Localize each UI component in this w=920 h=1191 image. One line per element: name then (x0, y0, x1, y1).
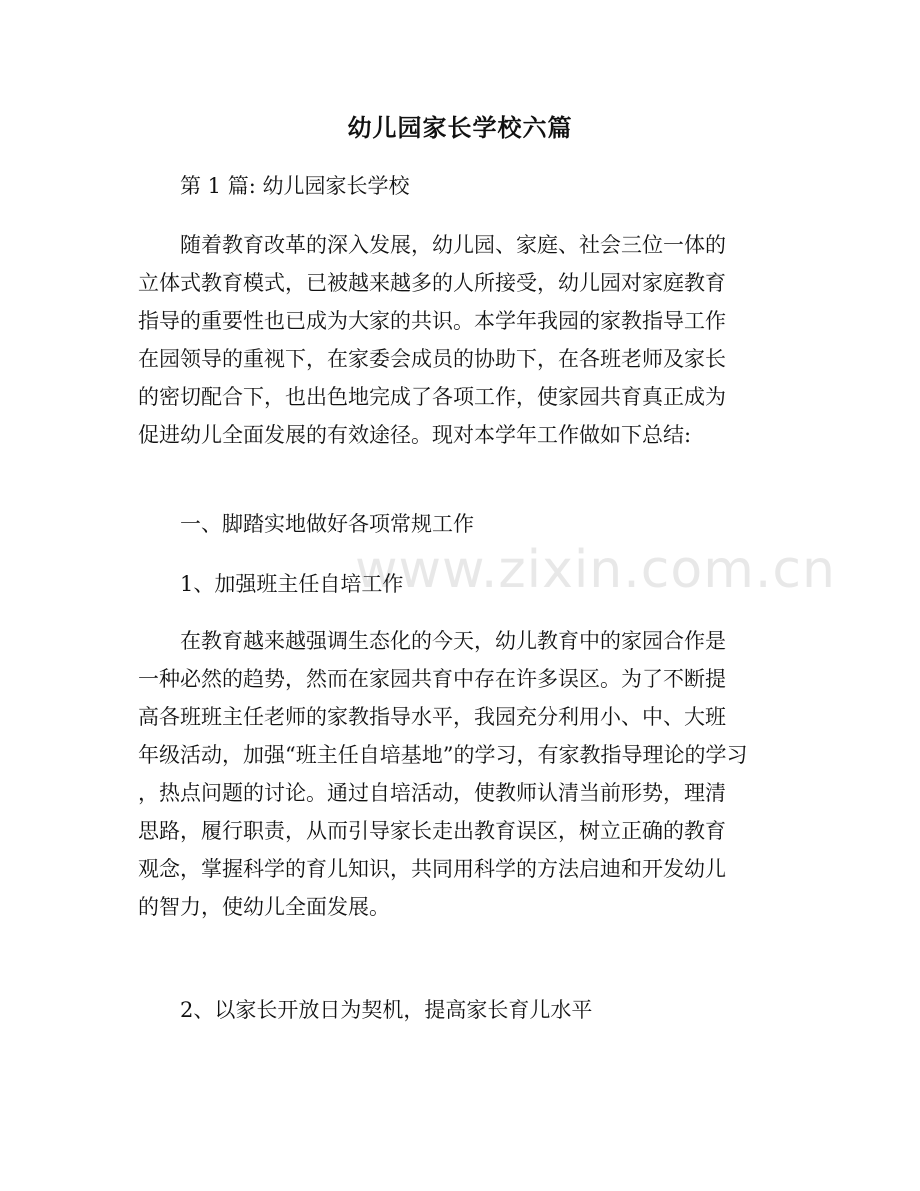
watermark: www.zixin.com.cn (355, 540, 836, 600)
paragraph-line: 在园领导的重视下，在家委会成员的协助下，在各班老师及家长 (138, 347, 726, 371)
paragraph-line: ，热点问题的讨论。通过自培活动，使教师认清当前形势，理清 (138, 781, 726, 805)
paragraph-line: 指导的重要性也已成为大家的共识。本学年我园的家教指导工作 (138, 309, 726, 333)
paragraph-line: 的密切配合下，也出色地完成了各项工作，使家园共育真正成为 (138, 385, 726, 409)
paragraph-training (138, 622, 768, 926)
paragraph-line: 高各班班主任老师的家教指导水平，我园充分利用小、中、大班 (138, 705, 726, 729)
paragraph-intro (138, 226, 768, 454)
paragraph-line: 思路，履行职责，从而引导家长走出教育误区，树立正确的教育 (138, 819, 726, 843)
paragraph-line: 观念，掌握科学的育儿知识，共同用科学的方法启迪和开发幼儿 (138, 857, 726, 881)
paragraph-line: 随着教育改革的深入发展，幼儿园、家庭、社会三位一体的 (180, 233, 726, 257)
chapter-heading: 第 1 篇: 幼儿园家长学校 (180, 174, 410, 198)
subsection-heading: 1、加强班主任自培工作 (180, 572, 404, 596)
paragraph-line: 立体式教育模式，已被越来越多的人所接受，幼儿园对家庭教育 (138, 271, 726, 295)
paragraph-line: 的智力，使幼儿全面发展。 (138, 895, 390, 919)
paragraph-line: 在教育越来越强调生态化的今天，幼儿教育中的家园合作是 (180, 629, 726, 653)
subsection-heading: 2、以家长开放日为契机，提高家长育儿水平 (180, 998, 593, 1022)
paragraph-line: 促进幼儿全面发展的有效途径。现对本学年工作做如下总结: (138, 423, 692, 447)
section-heading: 一、脚踏实地做好各项常规工作 (180, 512, 474, 536)
paragraph-line: 年级活动，加强“班主任自培基地”的学习，有家教指导理论的学习 (138, 743, 748, 767)
paragraph-line: 一种必然的趋势，然而在家园共育中存在许多误区。为了不断提 (138, 667, 726, 691)
document-title: 幼儿园家长学校六篇 (347, 113, 573, 142)
